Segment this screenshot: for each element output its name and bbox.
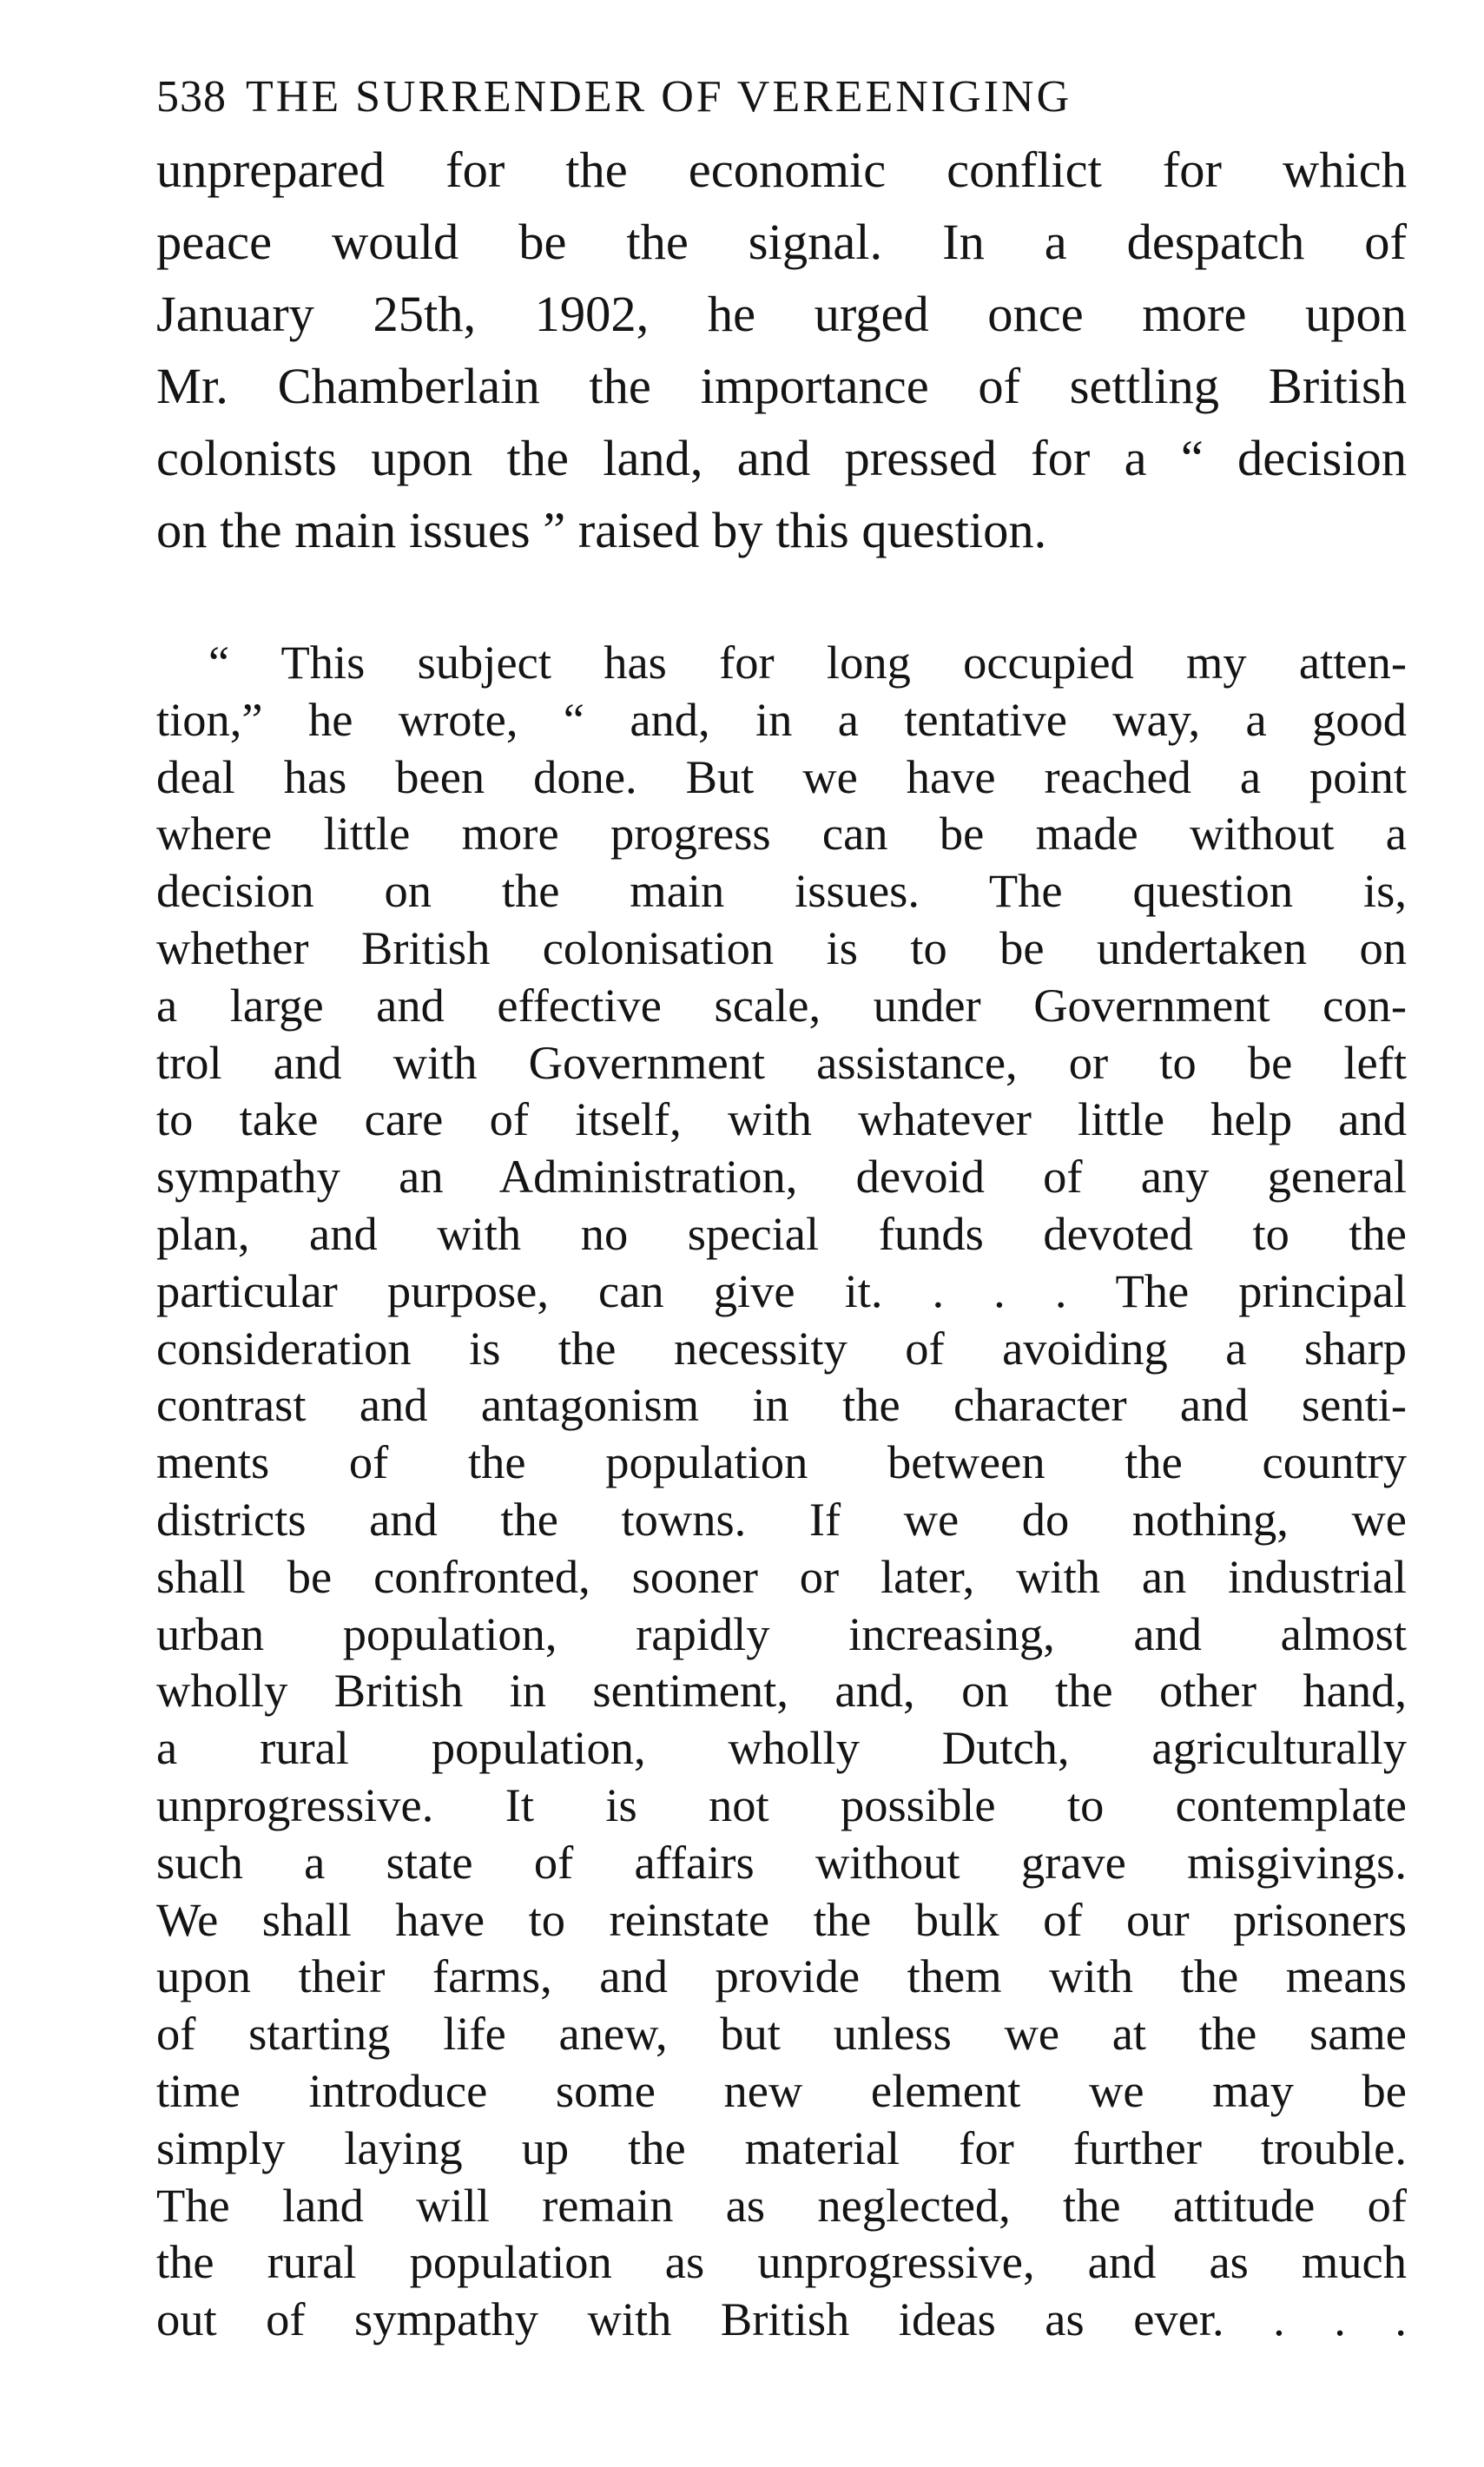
- running-head: [156, 61, 1407, 134]
- quote-line: of starting life anew, but unless we at the same: [156, 2007, 1407, 2061]
- quote-line: contrast and antagonism in the character and senti-: [156, 1378, 1407, 1432]
- book-page: [156, 61, 1407, 2348]
- quote-line: a large and effective scale, under Government con-: [156, 978, 1407, 1032]
- text-line: colonists upon the land, and pressed for a “ decision: [156, 430, 1407, 486]
- quote-line: a rural population, wholly Dutch, agriculturally: [156, 1721, 1407, 1775]
- quote-line: whether British colonisation is to be undertaken on: [156, 920, 1407, 974]
- quote-line: shall be confronted, sooner or later, with an industrial: [156, 1549, 1407, 1603]
- quote-line: trol and with Government assistance, or to be left: [156, 1035, 1407, 1089]
- quote-line: out of sympathy with British ideas as ever. . . .: [156, 2292, 1407, 2346]
- quote-line: We shall have to reinstate the bulk of our prisoners: [156, 1892, 1407, 1946]
- quote-line: such a state of affairs without grave misgivings.: [156, 1835, 1407, 1889]
- page-number: 538: [156, 72, 227, 122]
- quote-line: ments of the population between the country: [156, 1435, 1407, 1489]
- quote-line: plan, and with no special funds devoted to the: [156, 1206, 1407, 1260]
- quote-line: particular purpose, can give it. . . . The principal: [156, 1263, 1407, 1317]
- quote-line: time introduce some new element we may be: [156, 2063, 1407, 2117]
- quote-line: sympathy an Administration, devoid of any general: [156, 1150, 1407, 1204]
- quote-line: unprogressive. It is not possible to contemplate: [156, 1778, 1407, 1831]
- quote-line: deal has been done. But we have reached a point: [156, 749, 1407, 803]
- quote-line: where little more progress can be made without a: [156, 807, 1407, 861]
- quote-line: wholly British in sentiment, and, on the other hand,: [156, 1664, 1407, 1718]
- quote-line: to take care of itself, with whatever little help and: [156, 1092, 1407, 1146]
- quote-line: The land will remain as neglected, the attitude of: [156, 2178, 1407, 2232]
- text-line: peace would be the signal. In a despatch of: [156, 214, 1407, 270]
- quote-line: simply laying up the material for further trouble.: [156, 2121, 1407, 2174]
- text-line: Mr. Chamberlain the importance of settling British: [156, 358, 1407, 414]
- quote-line: the rural population as unprogressive, and as much: [156, 2235, 1407, 2289]
- quote-line: “ This subject has for long occupied my atten-: [208, 636, 1407, 689]
- quote-line: tion,” he wrote, “ and, in a tentative way, a good: [156, 692, 1407, 746]
- block-quote: [156, 634, 1407, 2348]
- text-line: unprepared for the economic conflict for which: [156, 142, 1407, 198]
- text-line: on the main issues ” raised by this question.: [156, 502, 1047, 558]
- quote-line: consideration is the necessity of avoiding a sharp: [156, 1321, 1407, 1375]
- quote-line: urban population, rapidly increasing, and almost: [156, 1606, 1407, 1660]
- quote-line: districts and the towns. If we do nothing, we: [156, 1492, 1407, 1546]
- running-title: THE SURRENDER OF VEREENIGING: [246, 72, 1072, 122]
- body-paragraph: [156, 134, 1407, 566]
- quote-line: upon their farms, and provide them with the means: [156, 1949, 1407, 2003]
- quote-line: decision on the main issues. The question is,: [156, 864, 1407, 918]
- text-line: January 25th, 1902, he urged once more upon: [156, 286, 1407, 342]
